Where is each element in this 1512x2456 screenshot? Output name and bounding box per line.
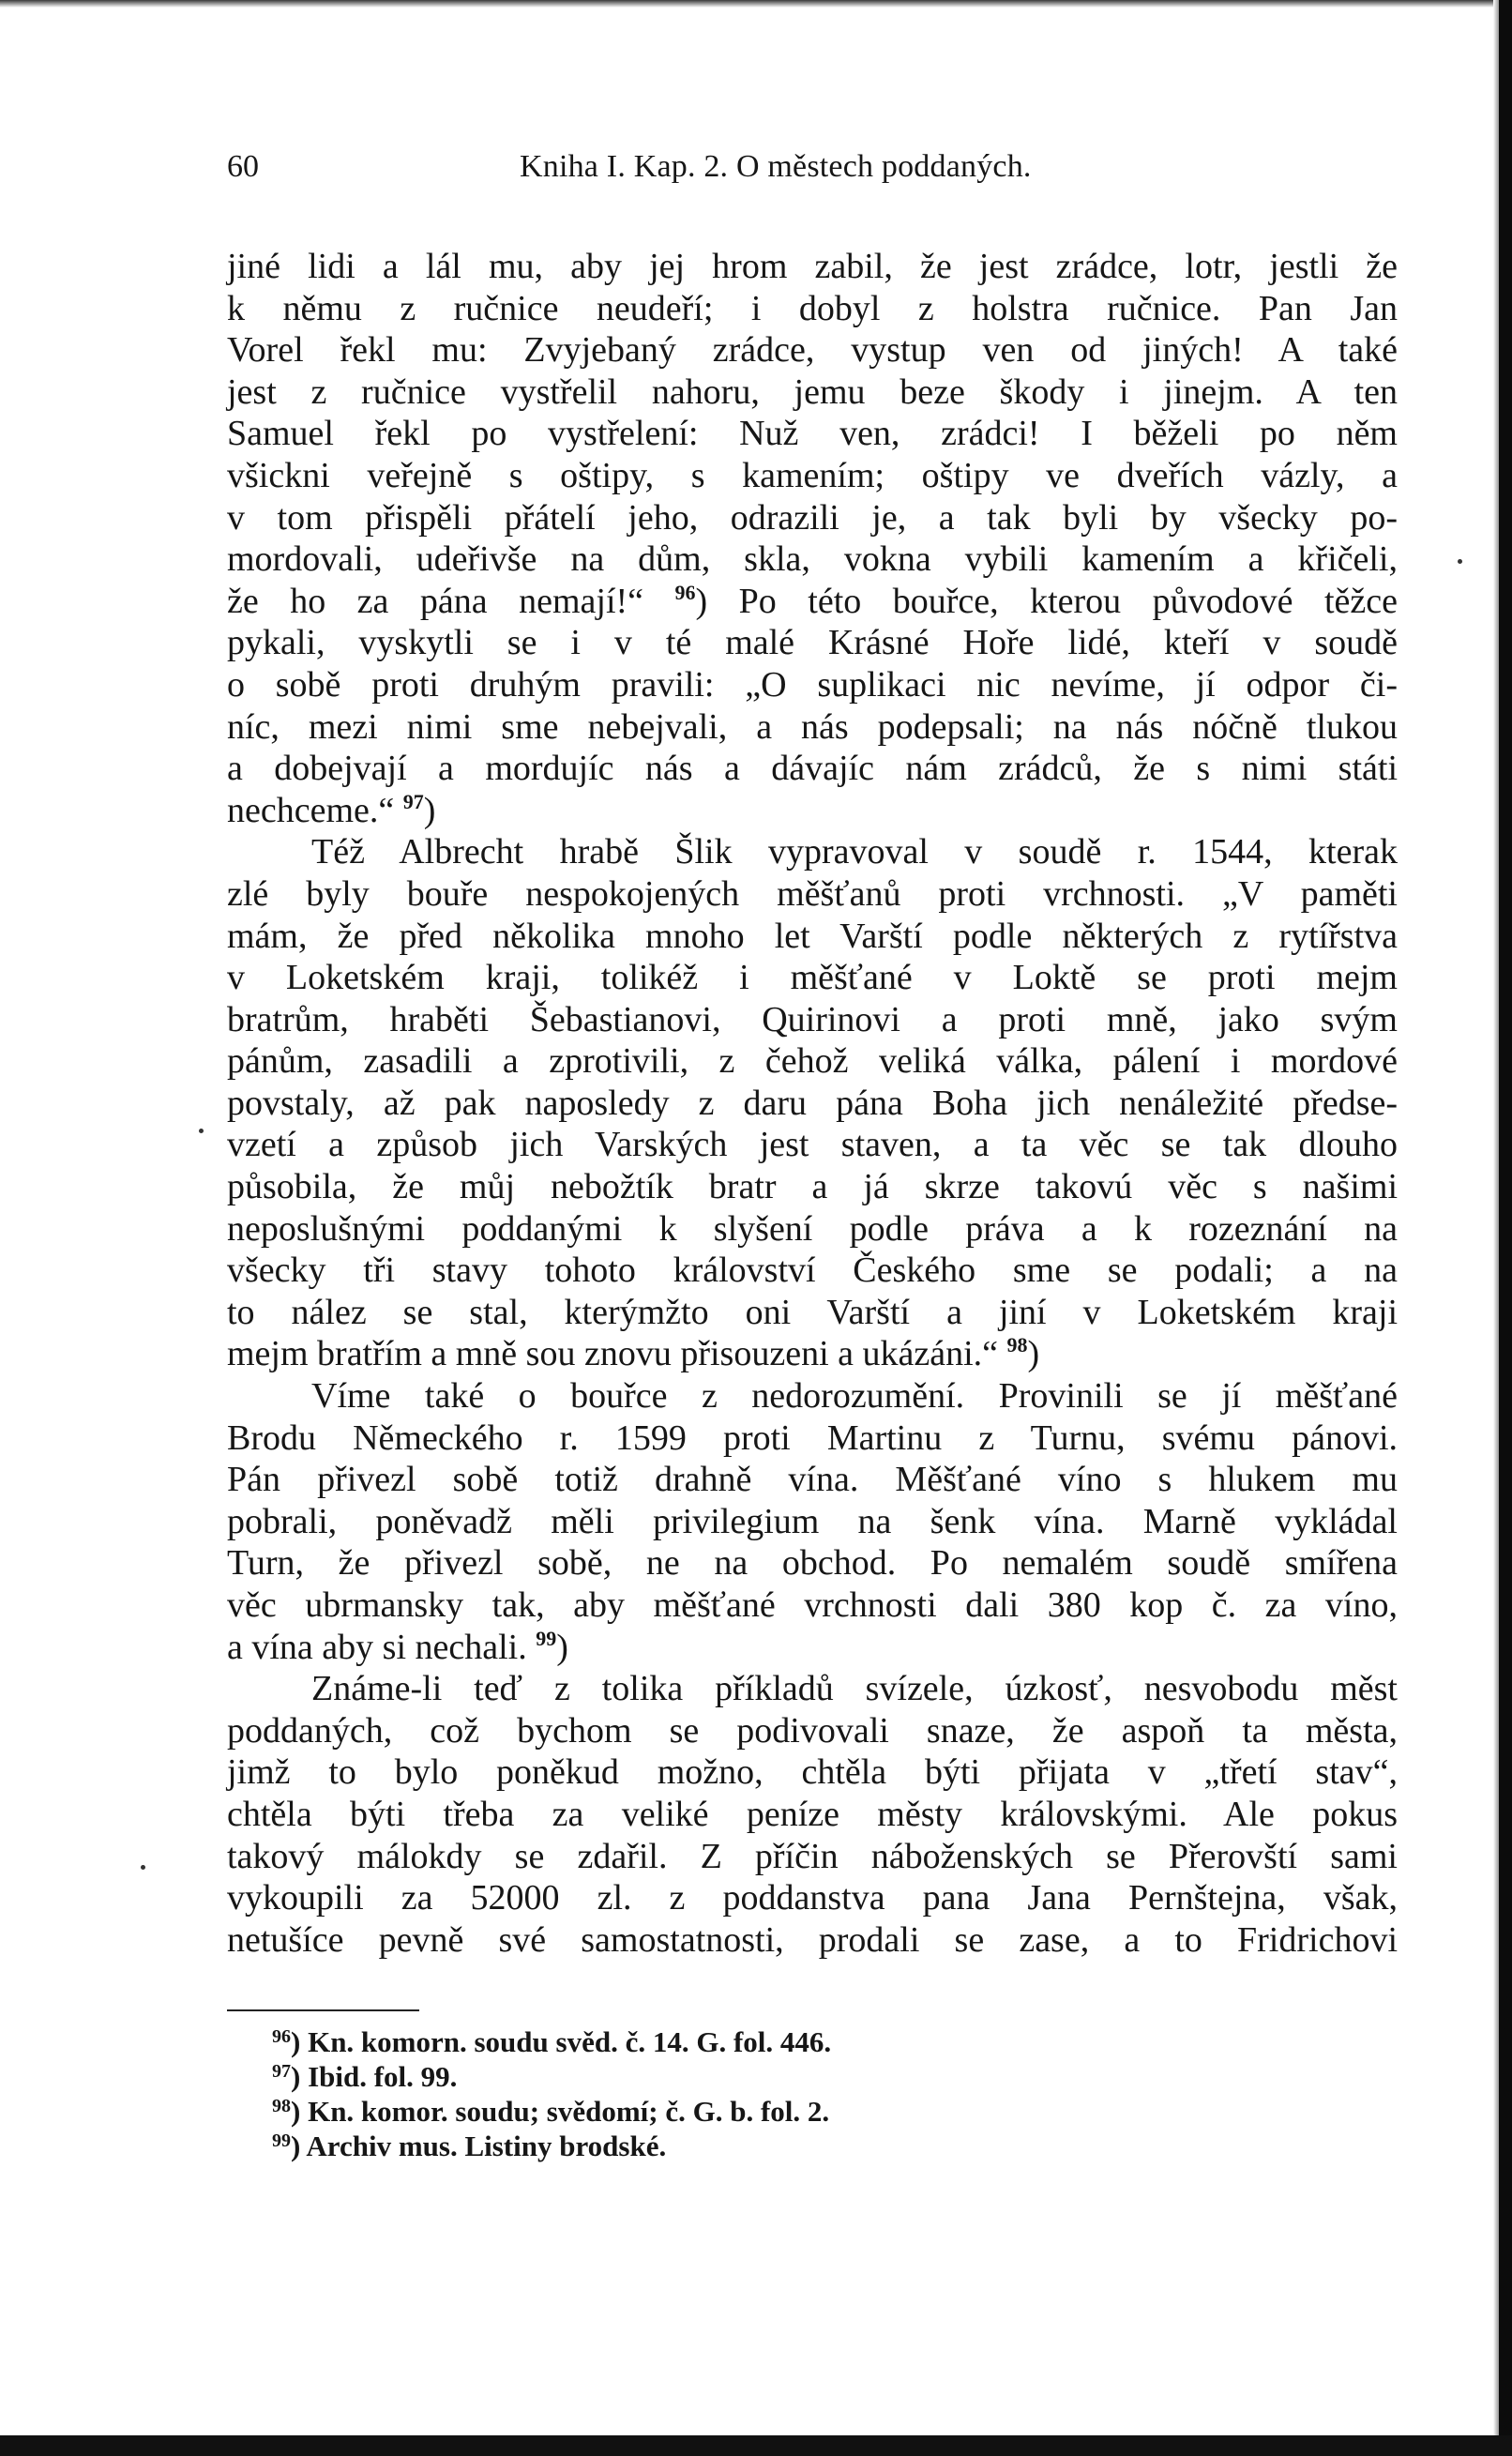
footnote-mark: 98 [272, 2096, 291, 2117]
book-page [227, 141, 1398, 2163]
paragraph-3 [227, 1375, 1398, 1668]
text-line: bratrům, hraběti Šebastianovi, Quirinovi a proti mně, jako svým [227, 999, 1398, 1039]
text-line: v tom přispěli přátelí jeho, odrazili je, a tak byli by všecky po- [227, 497, 1398, 538]
running-head: Kniha I. Kap. 2. O městech poddaných. [520, 149, 1032, 184]
footnote-text: Archiv mus. Listiny brodské. [306, 2130, 667, 2163]
text-fragment: Po této bouřce, kterou původové těžce [738, 581, 1399, 621]
text-line: Vorel řekl mu: Zvyjebaný zrádce, vystup ven od jiných! A také [227, 330, 1398, 371]
text-line: Též Albrecht hrabě Šlik vypravoval v soudě r. 1544, kterak [311, 832, 1398, 872]
text-line: jiné lidi a lál mu, aby jej hrom zabil, že jest zrádce, lotr, jestli že [227, 247, 1398, 286]
text-line: mejm bratřím a mně sou znovu přisouzeni a ukázáni.“ $^{98}$) [227, 1333, 1040, 1374]
footnote-ref-96: 96 [674, 580, 696, 604]
text-line: všickni veřejně s oštipy, s kamením; oštipy ve dveřích vázly, a [227, 455, 1398, 495]
text-line: a vína aby si nechali. $^{99}$) [227, 1626, 568, 1667]
footnote-ref-97: 97 [402, 789, 424, 813]
text-line: jest z ručnice vystřelil nahoru, jemu beze škody i jinejm. A ten [227, 371, 1398, 412]
text-line: věc ubrmansky tak, aby měšťané vrchnosti dali 380 kop č. za víno, [227, 1585, 1398, 1625]
text-line: o sobě proti druhým pravili: „O suplikaci nic nevíme, jí odpor či- [227, 664, 1398, 705]
text-line: Turn, že přivezl sobě, ne na obchod. Po nemalém soudě smířena [227, 1543, 1398, 1584]
text-line: k němu z ručnice neudeří; i dobyl z holstra ručnice. Pan Jan [227, 288, 1398, 328]
footnote-mark: 99 [272, 2130, 291, 2152]
text-line: nechceme.“ $^{97}$) [227, 789, 436, 830]
text-line: takový málokdy se zdařil. Z příčin náboženských se Přerovští sami [227, 1836, 1398, 1876]
text-line: vykoupili za 52000 zl. z poddanstva pana Jana Pernštejna, však, [227, 1878, 1398, 1918]
footnote-97: $^{97}$) Ibid. fol. 99. [272, 2060, 458, 2094]
footnote-ref-99: 99 [536, 1626, 557, 1650]
footnote-96: $^{96}$) Kn. komorn. soudu svěd. č. 14. G. fol. 446. [272, 2025, 832, 2059]
speck [1458, 559, 1462, 564]
page-header [227, 141, 1398, 197]
footnote-98: $^{98}$) Kn. komor. soudu; svědomí; č. G. b. fol. 2. [272, 2095, 830, 2129]
text-line: Samuel řekl po vystřelení: Nuž ven, zrádci! I běželi po něm [227, 414, 1398, 454]
scan-edge-bottom [0, 2435, 1512, 2456]
footnote-text: Ibid. fol. 99. [308, 2060, 458, 2094]
text-line: vzetí a způsob jich Varských jest staven, a ta věc se tak dlouho [227, 1125, 1398, 1165]
text-line: Víme také o bouřce z nedorozumění. Provinili se jí měšťané [311, 1376, 1398, 1417]
text-line: Brodu Německého r. 1599 proti Martinu z Turnu, svému pánovi. [227, 1418, 1398, 1458]
text-line: níc, mezi nimi sme nebejvali, a nás podepsali; na nás nóčně tlukou [227, 706, 1398, 747]
speck [141, 1865, 145, 1870]
text-line: chtěla býti třeba za veliké peníze městy královskými. Ale pokus [227, 1794, 1398, 1834]
body-text [227, 246, 1398, 1961]
text-fragment: nechceme.“ [227, 790, 395, 830]
footnote-text: Kn. komorn. soudu svěd. č. 14. G. fol. 446. [308, 2025, 832, 2059]
text-line: poddaných, což bychom se podivovali snaze, že aspoň ta města, [227, 1710, 1398, 1751]
text-line: mordovali, udeřivše na dům, skla, vokna vybili kamením a křičeli, [227, 539, 1398, 580]
page-number: 60 [227, 149, 259, 184]
text-line: všecky tři stavy tohoto království Českého sme se podali; a na [227, 1251, 1398, 1291]
text-line: pánům, zasadili a zprotivili, z čehož veliká válka, pálení i mordové [227, 1041, 1398, 1082]
speck [199, 1129, 204, 1133]
text-line: neposlušnými poddanými k slyšení podle práva a k rozeznání na [227, 1208, 1398, 1249]
text-line: zlé byly bouře nespokojených měšťanů proti vrchnosti. „V paměti [227, 873, 1398, 914]
footnote-99: $^{99}$) Archiv mus. Listiny brodské. [272, 2130, 667, 2163]
text-line: jimž to bylo poněkud možno, chtěla býti přijata v „třetí stav“, [227, 1752, 1398, 1793]
text-line: pykali, vyskytli se i v té malé Krásné Hoře lidé, kteří v soudě [227, 623, 1398, 663]
footnote-mark: 96 [272, 2026, 291, 2048]
paragraph-2 [227, 831, 1398, 1375]
text-line: v Loketském kraji, tolikéž i měšťané v Loktě se proti mejm [227, 958, 1398, 998]
paragraph-4 [227, 1668, 1398, 1961]
text-line: působila, že můj nebožtík bratr a já skrze takovú věc s našimi [227, 1167, 1398, 1207]
footnote-ref-98: 98 [1006, 1333, 1028, 1357]
footnote-text: Kn. komor. soudu; svědomí; č. G. b. fol. 2. [308, 2095, 830, 2129]
footnote-mark: 97 [272, 2061, 291, 2083]
text-fragment: mejm bratřím a mně sou znovu přisouzeni a ukázáni.“ [227, 1334, 999, 1374]
scan-edge-top [0, 0, 1512, 8]
text-fragment: a vína aby si nechali. [227, 1627, 527, 1667]
text-line: Známe-li teď z tolika příkladů svízele, úzkosť, nesvobodu měst [311, 1669, 1398, 1709]
text-fragment: že ho za pána nemají!“ [227, 581, 644, 621]
text-line: pobrali, poněvadž měli privilegium na šenk vína. Marně vykládal [227, 1501, 1398, 1541]
text-line: a dobejvají a mordujíc nás a dávajíc nám zrádců, že s nimi státi [227, 749, 1398, 789]
footnote-divider [227, 2009, 419, 2011]
paragraph-1 [227, 246, 1398, 831]
text-line: že ho za pána nemají!“ $^{96}$) Po této bouřce, kterou původové těžce [227, 580, 1399, 621]
text-line: netušíce pevně své samostatnosti, prodali se zase, a to Fridrichovi [227, 1919, 1398, 1960]
text-line: Pán přivezl sobě totiž drahně vína. Měšťané víno s hlukem mu [227, 1460, 1398, 1500]
scan-edge-right [1499, 0, 1512, 2456]
text-line: mám, že před několika mnoho let Varští podle některých z rytířstva [227, 916, 1398, 956]
text-line: to nález se stal, kterýmžto oni Varští a jiní v Loketském kraji [227, 1292, 1398, 1332]
footnotes [272, 2024, 1398, 2163]
text-line: povstaly, až pak naposledy z daru pána Boha jich nenáležité předse- [227, 1083, 1398, 1123]
